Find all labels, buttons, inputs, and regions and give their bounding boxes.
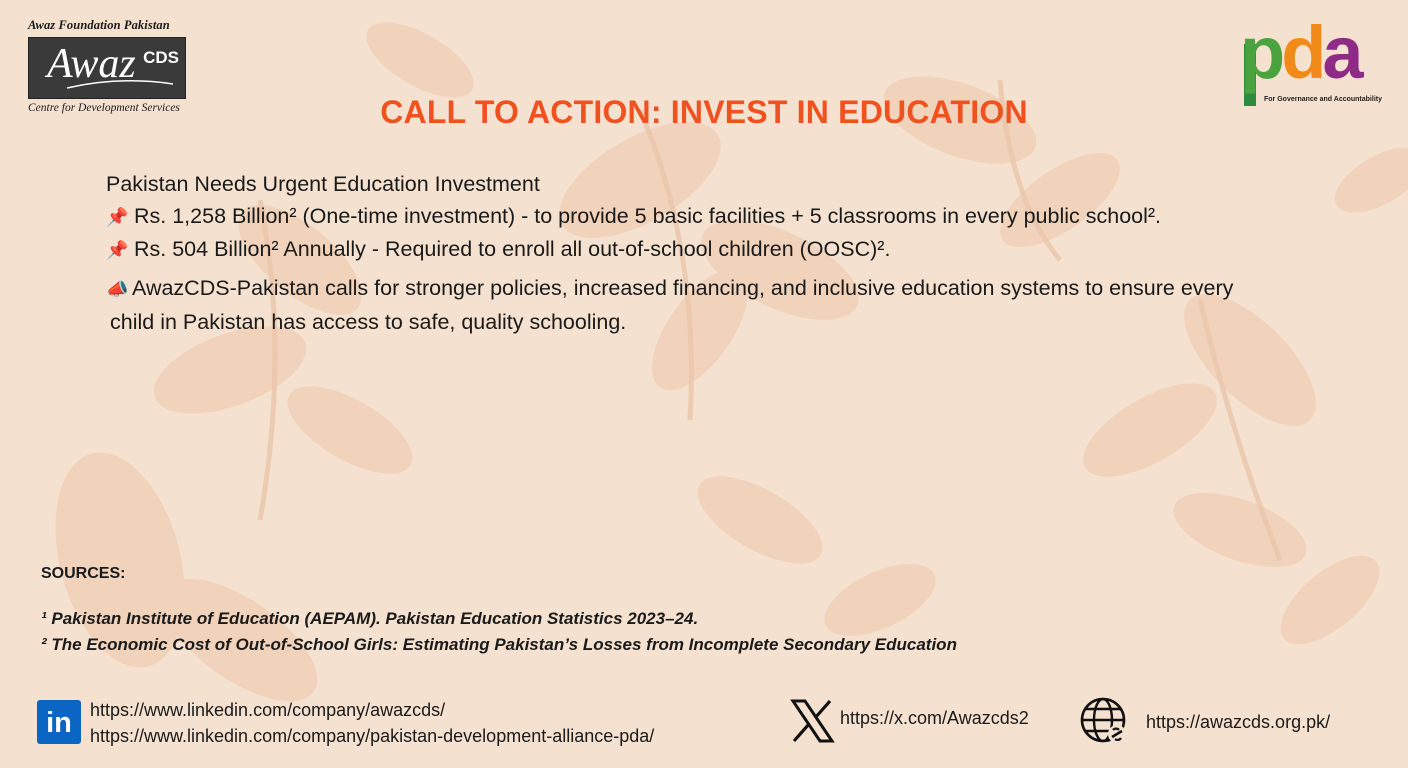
pda-letter-a: a [1322, 11, 1360, 94]
pda-wordmark [1240, 11, 1360, 94]
source-item: ¹ Pakistan Institute of Education (AEPAM). Pakistan Education Statistics 2023–24. [41, 609, 699, 628]
content-heading: Pakistan Needs Urgent Education Investment [106, 172, 540, 196]
pda-tagline: For Governance and Accountability [1264, 96, 1382, 103]
call-statement [106, 272, 1386, 306]
main-content [106, 168, 1386, 338]
call-text-line1: AwazCDS-Pakistan calls for stronger policies, increased financing, and inclusive education systems to ensure every [132, 276, 1234, 300]
source-item: ² The Economic Cost of Out-of-School Girls: Estimating Pakistan’s Losses from Incomplete Secondary Education [41, 635, 957, 654]
globe-icon[interactable] [1079, 696, 1129, 746]
linkedin-pda-link[interactable]: https://www.linkedin.com/company/pakistan-development-alliance-pda/ [90, 726, 655, 746]
x-profile-link[interactable]: https://x.com/Awazcds2 [840, 708, 1029, 728]
awaz-cds-text: CDS [143, 48, 179, 67]
x-icon[interactable] [789, 698, 835, 744]
awaz-logo-box [28, 37, 186, 99]
linkedin-links [90, 697, 654, 749]
bullet-annual-investment [106, 233, 1386, 266]
website-link[interactable]: https://awazcds.org.pk/ [1146, 712, 1331, 732]
awaz-script-text: Awaz [47, 41, 136, 87]
pushpin-icon: 📌 [106, 207, 129, 227]
sources-heading: SOURCES: [41, 565, 126, 582]
awaz-centre-label: Centre for Development Services [28, 102, 180, 114]
pda-letter-p: p [1240, 11, 1282, 94]
pushpin-icon: 📌 [106, 240, 129, 260]
bullet-text: Rs. 1,258 Billion² (One-time investment) - to provide 5 basic facilities + 5 classrooms in every public school². [134, 204, 1162, 228]
sources-list [41, 606, 957, 658]
megaphone-icon: 📣 [106, 279, 129, 299]
pda-letter-d: d [1281, 11, 1323, 94]
linkedin-awazcds-link[interactable]: https://www.linkedin.com/company/awazcds/ [90, 700, 446, 720]
page-title: CALL TO ACTION: INVEST IN EDUCATION [380, 94, 1028, 130]
awaz-foundation-label: Awaz Foundation Pakistan [28, 18, 170, 32]
call-statement-continued: child in Pakistan has access to safe, quality schooling. [110, 310, 627, 334]
awaz-swoosh-icon [65, 74, 175, 92]
bullet-text: Rs. 504 Billion² Annually - Required to enroll all out-of-school children (OOSC)². [134, 237, 891, 261]
linkedin-icon[interactable]: in [37, 700, 81, 744]
bullet-one-time-investment [106, 200, 1386, 233]
